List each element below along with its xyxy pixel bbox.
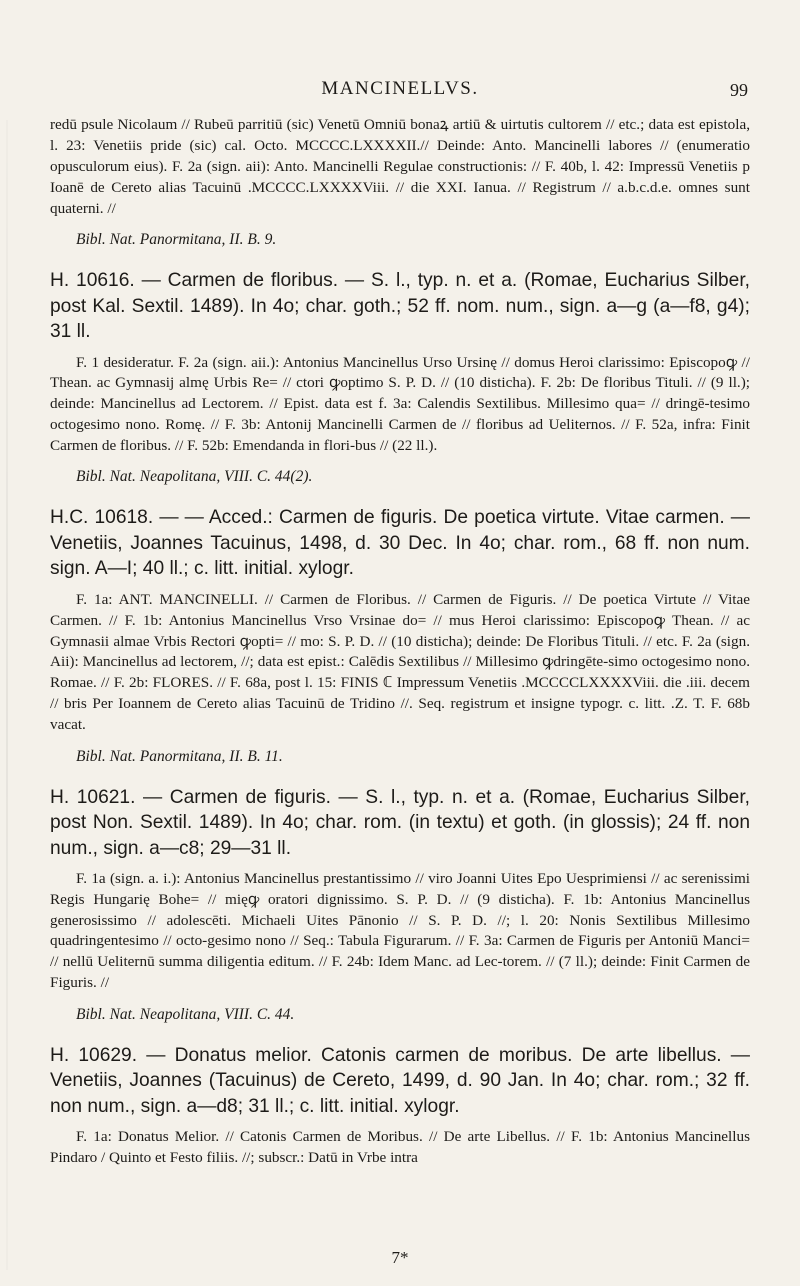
library-reference: Bibl. Nat. Panormitana, II. B. 11.	[76, 747, 283, 765]
entry-description: F. 1 desideratur. F. 2a (sign. aii.): Antonius Mancinellus Urso Ursinę // domus Heroi clarissimo: Episcopoꝙ // Thean. ac Gymnasij almę Urbis Re= // ctori ꝙoptimo S. P. D. // (10 disticha). F. 2b: De floribus Tituli. // (9 ll.); deinde: Mancinellus ad Lectorem. // Epist. data est f. 3a: Calendis Sextilibus. Millesimo qua= // dringē-tesimo octogesimo nono. Romę. // F. 3b: Antonij Mancinelli Carmen de // floribus ad Ueliternos. // F. 52a, infra: Finit Carmen de floribus. // F. 52b: Emendanda in flori-bus // (22 ll.).	[50, 353, 750, 454]
running-head: MANCINELLVS.	[321, 78, 479, 99]
entry-description: F. 1a: ANT. MANCINELLI. // Carmen de Floribus. // Carmen de Figuris. // De poetica Virtute // Vitae Carmen. // F. 1b: Antonius Mancinellus Vrso Vrsinae do= // mus Heroi clarissimo: Episcopoꝙ Thean. // ac Gymnasii almae Vrbis Rectori ꝙopti= // mo: S. P. D. // (10 disticha); deinde: De Floribus Tituli. // etc. F. 2a (sign. Aii): Mancinellus ad lectorem, //; data est epist.: Calēdis Sextilibus // Millesimo ꝙdringēte-simo octogesimo nono. Romae. // F. 2b: FLORES. // F. 68a, post l. 15: FINIS ℂ Impressum Venetiis .MCCCCLXXXXViii. die .iii. decem // bris Per Ioannem de Cereto alias Tacuinū de Tridino //. Seq. registrum et insigne typogr. c. litt. .Z. T. F. 68b vacat.	[50, 590, 750, 733]
page-number: 99	[730, 80, 748, 100]
entry-heading: H. 10616. — Carmen de floribus. — S. l., typ. n. et a. (Romae, Eucharius Silber, post Kal. Sextil. 1489). In 4o; char. goth.; 52 ff. nom. num., sign. a—g (a—f8, g4); 31 ll.	[50, 270, 750, 342]
signature-mark: 7*	[391, 1248, 409, 1267]
catalogue-entry	[50, 268, 750, 487]
catalogue-entry	[50, 1043, 750, 1169]
entry-heading: H. 10629. — Donatus melior. Catonis carmen de moribus. De arte libellus. — Venetiis, Joannes (Tacuinus) de Cereto, 1499, d. 90 Jan. In 4o; char. rom.; 32 ff. non num., sign. a—d8; 31 ll.; c. litt. initial. xylogr.	[50, 1044, 750, 1117]
continued-entry	[50, 114, 750, 250]
library-reference: Bibl. Nat. Neapolitana, VIII. C. 44(2).	[76, 468, 313, 486]
entry-description: F. 1a (sign. a. i.): Antonius Mancinellus prestantissimo // viro Joanni Uites Epo Uesprimiensi // ac serenissimi Regis Hungarię Bohe= // mięꝙ oratori dignissimo. S. P. D. // (9 disticha). F. 1b: Antonius Mancinellus generosissimo // adolescēti. Michaeli Uites Pānonio // S. P. D. //; l. 20: Nonis Sextilibus Millesimo quadringentesimo // octo-gesimo nono // Seq.: Tabula Figurarum. // F. 3a: Carmen de Figuris per Antoniū Manci= // nellū Ueliternū summa diligentia editum. // F. 24b: Idem Manc. ad Lec-torem. // (7 ll.); deinde: Finit Carmen de Figuris. //	[50, 870, 750, 992]
catalogue-entry	[50, 785, 750, 1025]
library-reference: Bibl. Nat. Panormitana, II. B. 9.	[76, 231, 277, 248]
catalogue-entry	[50, 505, 750, 766]
continued-entry-text: redū psule Nicolaum // Rubeū parritiū (sic) Venetū Omniū bonaꝝ artiū & uirtutis cultorem // etc.; data est epistola, l. 23: Venetiis pride (sic) cal. Octo. MCCCC.LXXXXII.// Deinde: Anto. Mancinelli labores // (enumeratio opusculorum eius). F. 2a (sign. aii): Anto. Mancinelli Regulae constructionis: // F. 40b, l. 42: Impressū Venetiis p Ioanē de Cereto alias Tacuinū .MCCCC.LXXXXViii. // die XXI. Ianua. // Registrum // a.b.c.d.e. omnes sunt quaterni. //	[50, 116, 750, 217]
entry-heading: H.C. 10618. — — Acced.: Carmen de figuris. De poetica virtute. Vitae carmen. — Venetiis, Joannes Tacuinus, 1498, d. 30 Dec. In 4o; char. rom., 68 ff. non num. sign. A—I; 40 ll.; c. litt. initial. xylogr.	[50, 507, 750, 580]
library-reference: Bibl. Nat. Neapolitana, VIII. C. 44.	[76, 1005, 295, 1023]
page-fold-shadow	[6, 120, 8, 1270]
page-content	[50, 114, 750, 1169]
entry-heading: H. 10621. — Carmen de figuris. — S. l., typ. n. et a. (Romae, Eucharius Silber, post Non. Sextil. 1489). In 4o; char. rom. (in textu) et goth. (in glossis); 24 ff. non num., sign. a—c8; 29—31 ll.	[50, 786, 750, 859]
entry-description: F. 1a: Donatus Melior. // Catonis Carmen de Moribus. // De arte Libellus. // F. 1b: Antonius Mancinellus Pindaro / Quinto et Festo filiis. //; subscr.: Datū in Vrbe intra	[50, 1128, 750, 1167]
